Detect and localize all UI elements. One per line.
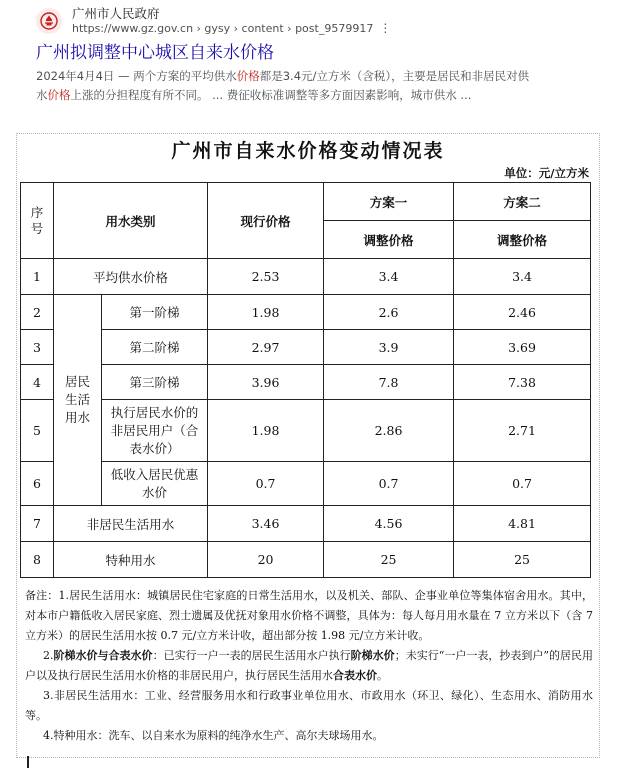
row-plan1: 3.9 [324,330,454,365]
gov-emblem-icon [36,8,62,34]
row-no: 6 [21,462,54,506]
table-row [21,506,591,542]
row-plan2: 3.69 [454,330,591,365]
row-no: 4 [21,365,54,400]
header-plan2: 方案二 [454,183,591,221]
header-adjusted1: 调整价格 [324,221,454,259]
site-name: 广州市人民政府 [72,6,160,21]
table-row [21,259,591,295]
more-vert-icon[interactable]: ⋮ [379,21,392,35]
row-category: 非居民生活用水 [54,506,208,542]
site-url[interactable] [72,21,391,36]
row-no: 8 [21,542,54,578]
document-title: 广州市自来水价格变动情况表 [171,140,445,162]
row-category: 低收入居民优惠水价 [102,462,208,506]
row-category: 第二阶梯 [102,330,208,365]
resident-group-label: 居民生活用水 [54,295,102,506]
row-plan1: 0.7 [324,462,454,506]
row-plan1: 3.4 [324,259,454,295]
row-current: 2.53 [208,259,324,295]
price-table-document [16,133,600,758]
table-header-row [21,183,591,221]
snippet-text: 都是3.4元/立方米（含税），主要是居民和非居民对供 [259,69,530,83]
row-category: 第三阶梯 [102,365,208,400]
row-current: 1.98 [208,295,324,330]
snippet-highlight: 价格 [236,69,260,83]
site-row[interactable] [36,4,606,38]
row-no: 1 [21,259,54,295]
note-2: 2.阶梯水价与合表水价：已实行一户一表的居民生活用水户执行阶梯水价；未实行“一户一表，抄表到户”的居民用户以及执行居民生活用水价格的非居民用户，执行居民生活用水合表水价。 [25,649,594,682]
row-plan2: 2.46 [454,295,591,330]
row-current: 0.7 [208,462,324,506]
table-row [21,330,591,365]
url-text: https://www.gz.gov.cn › gysy › content › post_9579917 [72,22,374,35]
row-plan1: 4.56 [324,506,454,542]
snippet-text: 水 [36,88,48,102]
result-title-link[interactable]: 广州拟调整中心城区自来水价格 [36,43,274,63]
notes-section [25,586,593,746]
result-snippet [36,67,576,105]
row-plan1: 25 [324,542,454,578]
row-plan2: 25 [454,542,591,578]
header-seq: 序号 [21,183,54,259]
row-no: 2 [21,295,54,330]
row-category: 第一阶梯 [102,295,208,330]
table-row [21,542,591,578]
row-plan1: 2.6 [324,295,454,330]
row-no: 3 [21,330,54,365]
row-plan1: 2.86 [324,400,454,462]
snippet-highlight: 价格 [47,88,71,102]
unit-label: 单位：元/立方米 [504,166,589,180]
row-plan1: 7.8 [324,365,454,400]
text-cursor [27,756,29,768]
row-plan2: 0.7 [454,462,591,506]
row-plan2: 7.38 [454,365,591,400]
row-category: 平均供水价格 [54,259,208,295]
row-no: 7 [21,506,54,542]
header-category: 用水类别 [54,183,208,259]
row-current: 3.96 [208,365,324,400]
snippet-text: 2024年4月4日 — 两个方案的平均供水 [36,69,237,83]
row-no: 5 [21,400,54,462]
row-plan2: 4.81 [454,506,591,542]
table-row [21,400,591,462]
note-1: 备注：1.居民生活用水：城镇居民住宅家庭的日常生活用水，以及机关、部队、企事业单位等集体宿舍用水。其中，对本市户籍低收入居民家庭、烈士遗属及优抚对象用水价格不调整，具体为：每人每月用水量在 7 立方米以下（含 7 立方米）的居民生活用水按 0.7 元/立方米计收，超出部分按 1.98 元/立方米计收。 [25,589,593,642]
search-result [36,4,606,105]
row-current: 1.98 [208,400,324,462]
header-plan1: 方案一 [324,183,454,221]
snippet-text: 上涨的分担程度有所不同。 ... 费征收标准调整等多方面因素影响，城市供水 ... [70,88,472,102]
note-3: 3.非居民生活用水：工业、经营服务用水和行政事业单位用水、市政用水（环卫、绿化）、生态用水、消防用水等。 [25,689,593,722]
row-category: 特种用水 [54,542,208,578]
header-adjusted2: 调整价格 [454,221,591,259]
row-plan2: 2.71 [454,400,591,462]
row-current: 2.97 [208,330,324,365]
row-plan2: 3.4 [454,259,591,295]
table-row [21,462,591,506]
note-4: 4.特种用水：洗车、以自来水为原料的纯净水生产、高尔夫球场用水。 [43,729,384,742]
row-category: 执行居民水价的非居民用户（合表水价） [102,400,208,462]
price-table [20,182,591,578]
table-row [21,295,591,330]
table-row [21,365,591,400]
header-current: 现行价格 [208,183,324,259]
row-current: 20 [208,542,324,578]
row-current: 3.46 [208,506,324,542]
